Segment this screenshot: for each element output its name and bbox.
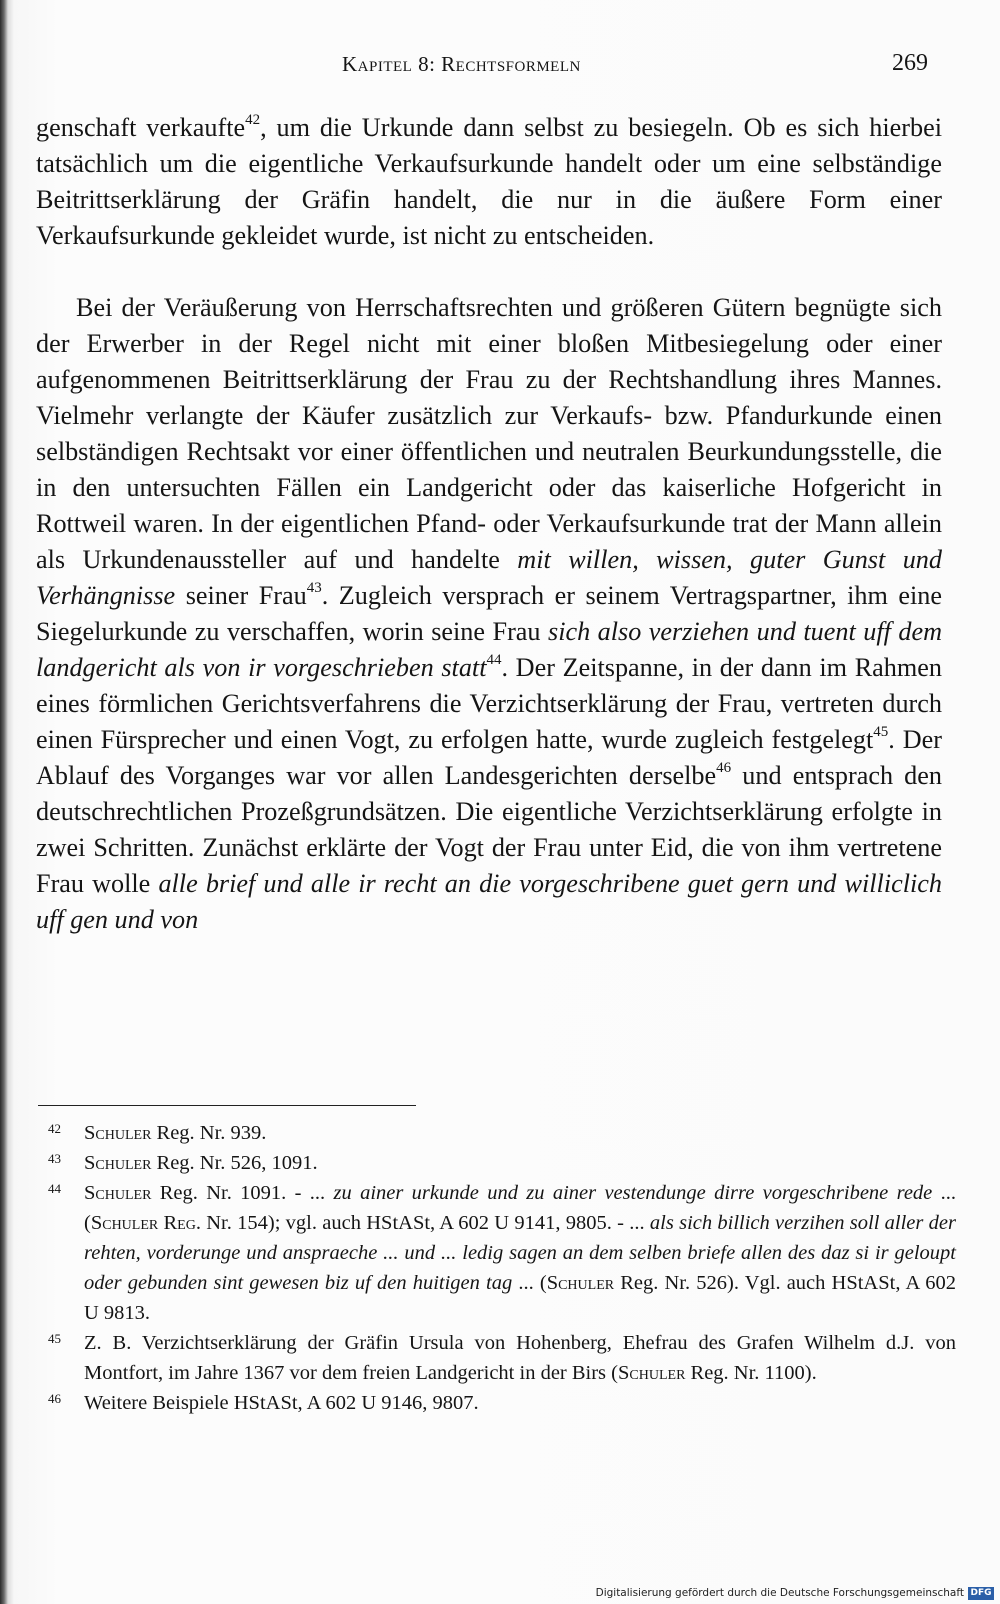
author-name: Schuler Reg. [90,1212,201,1234]
footnote-45 [36,1328,956,1388]
text-run: ... ( [512,1272,547,1294]
running-head [0,52,1000,84]
text-run: Reg. Nr. 939. [151,1122,267,1144]
footnote-number: 46 [48,1391,61,1406]
footnote-42 [36,1118,956,1148]
text-run: genschaft verkaufte [36,113,246,142]
author-name: Schuler [546,1272,615,1294]
footnote-text [84,1328,956,1388]
funding-credit: Digitalisierung gefördert durch die Deutsche Forschungsgemeinschaft [595,1587,964,1599]
quotation: zu ainer urkunde und zu ainer vestendunge dirre vorgeschribene rede [333,1182,933,1204]
text-run: Weitere Beispiele HStASt, A 602 U 9146, 9807. [84,1392,479,1414]
footnote-divider [38,1105,416,1106]
footnote-ref-42: 42 [245,112,261,129]
text-run: ... ( [84,1182,957,1234]
text-run: , um die Urkunde dann selbst zu besiegeln. Ob es sich hierbei tatsächlich um die eigentliche Verkaufsurkunde handelt oder um eine selbständige Beitrittserklärung der Gräfin handelt, die nur in die äußere Form einer Verkaufsurkunde gekleidet wurde, ist nicht zu entscheiden. [36,113,942,250]
footnote-ref-44: 44 [486,652,502,669]
footnote-43 [36,1148,956,1178]
author-name: Schuler [618,1362,686,1384]
text-run: Reg. Nr. 1091. - ... [151,1182,334,1204]
footnote-number: 43 [48,1151,61,1166]
page-number: 269 [892,50,928,76]
paragraph-1 [36,110,942,254]
digitization-footer [0,1584,1000,1604]
footnote-ref-45: 45 [873,724,889,741]
footnote-46 [36,1388,956,1418]
footnote-ref-43: 43 [306,580,322,597]
text-run: und entsprach den deutschrechtlichen Prozeßgrundsätzen. Die eigentliche Verzichtserklärung erfolgte in zwei Schritten. Zunächst erklärte der Vogt der Frau unter Eid, die von ihm vertretene Frau wolle [36,761,942,898]
footnote-text [84,1178,956,1328]
footnote-text [84,1118,956,1148]
chapter-title: Kapitel 8: Rechtsformeln [342,52,581,76]
footnote-number: 42 [48,1121,61,1136]
text-run: . Zugleich versprach er seinem Vertragspartner, ihm eine Siegelurkunde zu verschaffen, worin seine Frau [36,581,942,646]
quotation: als sich billich verzihen soll aller der rehten, vorderunge und anspraeche ... und ... ledig sagen an dem selben briefe allen des daz si ir geloupt oder gebunden sint gewesen biz uf den huitigen tag [84,1212,956,1294]
footnote-ref-46: 46 [716,760,732,777]
footnote-text [84,1148,956,1178]
paragraph-2 [36,290,942,938]
text-run: seiner Frau [175,581,307,610]
footnote-text [84,1388,956,1418]
text-run: Z. B. Verzichtserklärung der Gräfin Ursula von Hohenberg, Ehefrau des Grafen Wilhelm d.J. von Montfort, im Jahre 1367 vor dem freien Landgericht in der Birs ( [84,1332,956,1384]
author-name: Schuler [84,1182,152,1204]
text-run: . Der Ablauf des Vorganges war vor allen Landesgerichten derselbe [36,725,942,790]
main-text [36,110,942,938]
footnote-number: 44 [48,1181,61,1196]
quotation: sich also verziehen und tuent uff dem landgericht als von ir vorgeschrieben statt [36,617,942,682]
text-run: Bei der Veräußerung von Herrschaftsrechten und größeren Gütern begnügte sich der Erwerber in der Regel nicht mit einer bloßen Mitbesiegelung oder einer aufgenommenen Beitrittserklärung der Frau zu der Rechtshandlung ihres Mannes. Vielmehr verlangte der Käufer zusätzlich zur Verkaufs- bzw. Pfandurkunde einen selbständigen Rechtsakt vor einer öffentlichen und neutralen Beurkundungsstelle, die in den untersuchten Fällen ein Landgericht oder das kaiserliche Hofgericht in Rottweil waren. In der eigentlichen Pfand- oder Verkaufsurkunde trat der Mann allein als Urkundenaussteller auf und handelte [36,293,942,574]
text-run: Reg. Nr. 526, 1091. [151,1152,318,1174]
text-run: Reg. Nr. 526). Vgl. auch HStASt, A 602 U 9813. [84,1272,957,1324]
quotation: mit willen, wissen, guter Gunst und Verhängnisse [36,545,942,610]
footnote-number: 45 [48,1331,61,1346]
author-name: Schuler [84,1152,152,1174]
author-name: Schuler [84,1122,152,1144]
quotation: alle brief und alle ir recht an die vorgeschribene guet gern und williclich uff gen und von [36,869,942,934]
dfg-logo: DFG [968,1587,994,1600]
footnote-44 [36,1178,956,1328]
text-run: Reg. Nr. 1100). [685,1362,817,1384]
footnotes [36,1118,956,1418]
text-run: . Der Zeitspanne, in der dann im Rahmen eines förmlichen Gerichtsverfahrens die Verzichtserklärung der Frau, vertreten durch einen Fürsprecher und einen Vogt, zu erfolgen hatte, wurde zugleich festgelegt [36,653,942,754]
text-run: Nr. 154); vgl. auch HStASt, A 602 U 9141, 9805. - ... [200,1212,650,1234]
